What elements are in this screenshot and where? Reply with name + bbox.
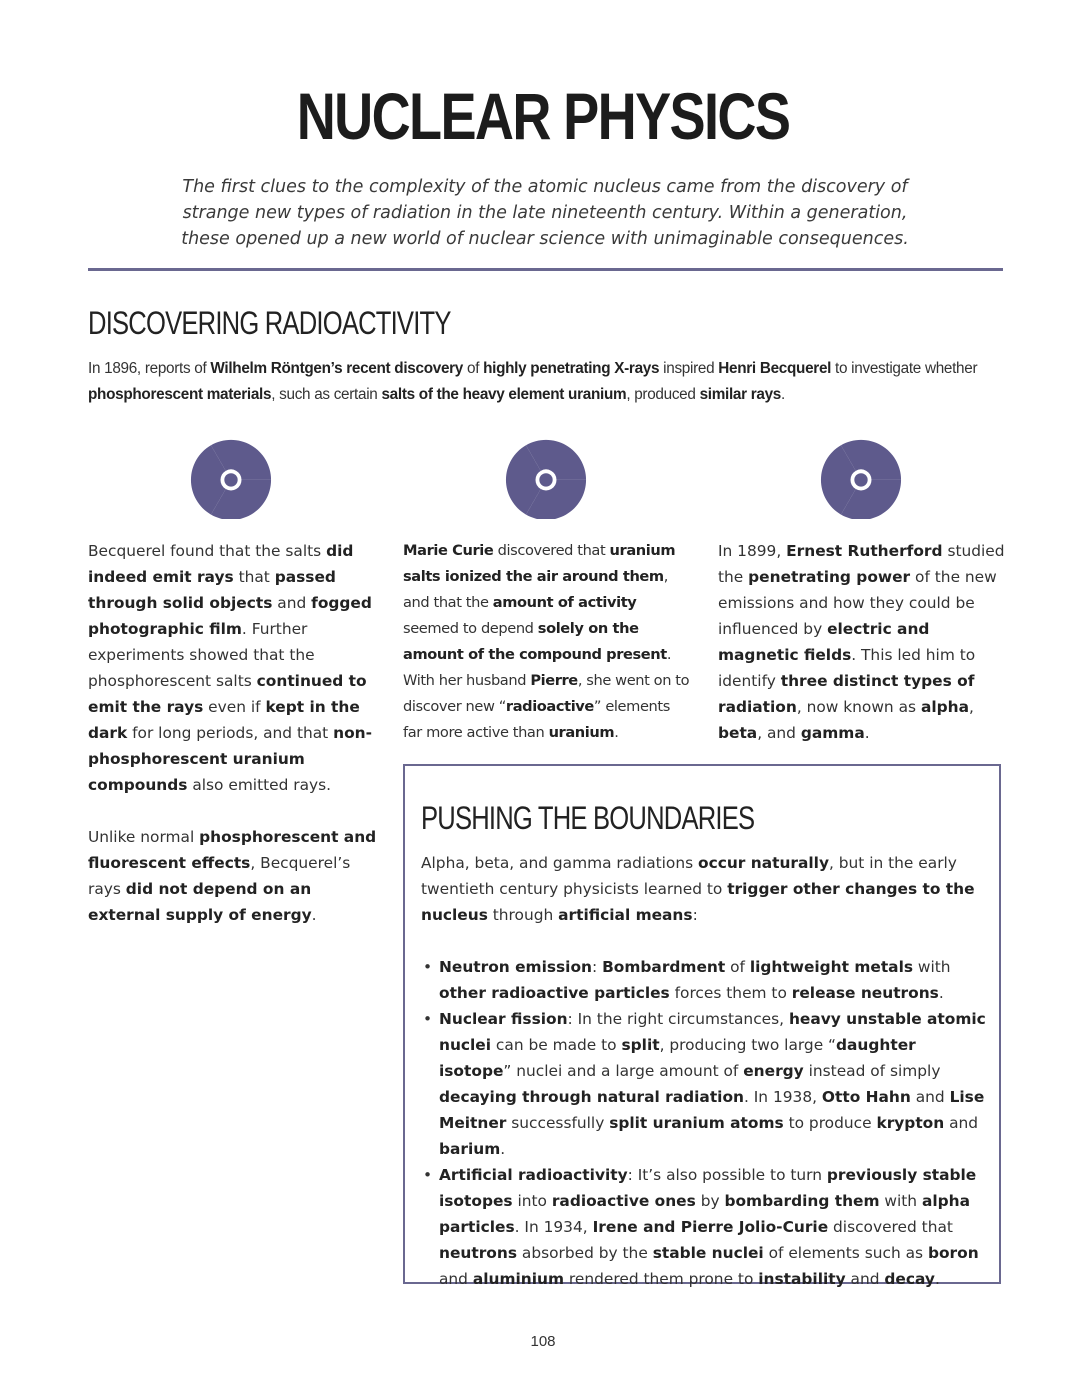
bold-text: instability <box>758 1270 846 1288</box>
bold-text: beta <box>718 724 758 742</box>
bold-text: neutrons <box>439 1244 517 1262</box>
bold-text: daughter isotope <box>439 1036 916 1080</box>
text: . <box>311 906 317 924</box>
bold-text: aluminium <box>472 1270 565 1288</box>
text: with <box>879 1192 922 1210</box>
text: : <box>592 958 603 976</box>
text: seemed to depend <box>403 620 538 637</box>
lead-bold: similar rays <box>699 386 782 403</box>
bold-text: fogged photographic film <box>88 594 372 638</box>
rutherford-paragraph <box>718 538 1008 746</box>
bold-text: split <box>621 1036 660 1054</box>
radiation-icon <box>188 437 274 519</box>
text: , but in the early twentieth century physicists learned to <box>421 854 957 898</box>
intro-paragraph: The first clues to the complexity of the atomic nucleus came from the discovery of strange new types of radiation in the late nineteenth century. Within a generation, these opened up a new world of nuclear science with unimaginable consequences. <box>181 177 909 249</box>
bold-text: stable nuclei <box>652 1244 764 1262</box>
bold-text: krypton <box>876 1114 945 1132</box>
lead-text: In 1896, reports of <box>88 360 211 377</box>
radiation-icon <box>503 437 589 519</box>
bold-text: radioactive ones <box>551 1192 696 1210</box>
section-heading-pushing-boundaries: PUSHING THE BOUNDARIES <box>421 800 755 836</box>
bold-text: electric and magnetic fields <box>718 620 930 664</box>
text: ” elements far more active than <box>403 698 670 741</box>
box-intro-paragraph <box>421 850 993 928</box>
text: and <box>944 1114 979 1132</box>
bold-text: Ernest Rutherford <box>786 542 943 560</box>
text: and <box>910 1088 950 1106</box>
text: instead of simply <box>803 1062 941 1080</box>
text: . <box>614 724 619 741</box>
text: for long periods, and that <box>127 724 334 742</box>
bold-text: Marie Curie <box>403 542 494 559</box>
bold-text: penetrating power <box>748 568 911 586</box>
text: and <box>439 1270 473 1288</box>
text: , Becquerel’s rays <box>88 854 351 898</box>
becquerel-paragraph-1 <box>88 538 380 798</box>
bold-text: barium <box>439 1140 501 1158</box>
text: . <box>934 1270 940 1288</box>
bold-text: split uranium atoms <box>609 1114 784 1132</box>
lead-text: inspired <box>659 360 719 377</box>
bold-text: Lise Meitner <box>439 1088 985 1132</box>
text: discovered that <box>493 542 610 559</box>
text: . In 1934, <box>514 1218 593 1236</box>
text: to produce <box>783 1114 877 1132</box>
bold-text: energy <box>743 1062 804 1080</box>
bold-text: amount of activity <box>492 594 637 611</box>
text: . <box>938 984 944 1002</box>
bold-text: bombarding them <box>724 1192 880 1210</box>
bold-text: artificial means <box>558 906 693 924</box>
lead-bold: Henri Becquerel <box>718 360 832 377</box>
column-becquerel <box>88 538 380 928</box>
bold-text: three distinct types of radiation <box>718 672 975 716</box>
becquerel-paragraph-2 <box>88 824 380 928</box>
text: also emitted rays. <box>187 776 332 794</box>
text: Becquerel found that the salts <box>88 542 327 560</box>
lead-bold: highly penetrating X-rays <box>483 360 660 377</box>
text: by <box>695 1192 725 1210</box>
bold-text: phosphorescent and fluorescent effects <box>88 828 377 872</box>
column-curie <box>403 538 693 746</box>
text: of <box>725 958 750 976</box>
lead-text: , produced <box>626 386 700 403</box>
lead-bold: Wilhelm Röntgen’s recent discovery <box>210 360 464 377</box>
text: and <box>845 1270 885 1288</box>
text: . In 1938, <box>743 1088 822 1106</box>
bold-text: lightweight metals <box>749 958 914 976</box>
bold-text: alpha particles <box>439 1192 970 1236</box>
bold-text: release neutrons <box>791 984 939 1002</box>
text: Alpha, beta, and gamma radiations <box>421 854 699 872</box>
bold-text: solely on the amount of the compound present <box>403 620 667 663</box>
bullet-list <box>421 954 993 1292</box>
bold-text: boron <box>927 1244 979 1262</box>
curie-paragraph <box>403 538 693 746</box>
text: into <box>512 1192 552 1210</box>
text: In 1899, <box>718 542 787 560</box>
bullet-artificial-radioactivity <box>421 1162 993 1292</box>
text: , producing two large “ <box>659 1036 837 1054</box>
text: with <box>913 958 951 976</box>
text: of the new emissions and how they could be influenced by <box>718 568 997 638</box>
bold-text: decaying through natural radiation <box>439 1088 744 1106</box>
text: rendered them prone to <box>564 1270 759 1288</box>
bold-text: passed through solid objects <box>88 568 336 612</box>
text: , and that the <box>403 568 668 611</box>
text: , she went on to discover new “ <box>403 672 690 715</box>
text: , <box>968 698 974 716</box>
text: absorbed by the <box>517 1244 653 1262</box>
text: studied the <box>718 542 1005 586</box>
lead-text: of <box>463 360 484 377</box>
text: , now known as <box>796 698 921 716</box>
bold-text: uranium <box>548 724 615 741</box>
text: . <box>500 1140 506 1158</box>
bold-text: non-phosphorescent uranium compounds <box>88 724 372 794</box>
lead-text: to investigate whether <box>831 360 978 377</box>
text: . With her husband <box>403 646 672 689</box>
text: . Further experiments showed that the phosphorescent salts <box>88 620 315 690</box>
column-rutherford <box>718 538 1008 746</box>
bold-text: alpha <box>920 698 969 716</box>
text: , and <box>757 724 801 742</box>
text: and <box>272 594 312 612</box>
lead-text: , such as certain <box>271 386 382 403</box>
text: that <box>233 568 275 586</box>
text: . This led him to identify <box>718 646 976 690</box>
bold-text: previously stable isotopes <box>439 1166 977 1210</box>
bold-text: did indeed emit rays <box>88 542 354 586</box>
bold-text: Irene and Pierre Jolio-Curie <box>592 1218 829 1236</box>
text: can be made to <box>491 1036 622 1054</box>
text: : In the right circumstances, <box>567 1010 789 1028</box>
header-divider <box>88 268 1003 271</box>
bullet-neutron-emission <box>421 954 993 1006</box>
text: Unlike normal <box>88 828 200 846</box>
lead-bold: phosphorescent materials <box>88 386 272 403</box>
section-lead-paragraph <box>88 356 1008 408</box>
text: of elements such as <box>763 1244 928 1262</box>
text: : It’s also possible to turn <box>627 1166 827 1184</box>
bold-text: did not depend on an external supply of energy <box>88 880 312 924</box>
section-heading-discovering-radioactivity: DISCOVERING RADIOACTIVITY <box>88 305 451 341</box>
text: : <box>692 906 698 924</box>
bold-text: uranium salts ionized the air around them <box>403 542 676 585</box>
bold-text: Pierre <box>530 672 578 689</box>
text: through <box>487 906 559 924</box>
bullet-nuclear-fission <box>421 1006 993 1162</box>
bold-text: Nuclear fission <box>439 1010 568 1028</box>
bold-text: Otto Hahn <box>821 1088 911 1106</box>
page-number: 108 <box>530 1333 556 1350</box>
bold-text: Artificial radioactivity <box>439 1166 628 1184</box>
bold-text: decay <box>884 1270 935 1288</box>
lead-text: . <box>781 386 785 403</box>
page-title: NUCLEAR PHYSICS <box>296 79 790 153</box>
bold-text: trigger other changes to the nucleus <box>421 880 975 924</box>
box-body <box>421 850 993 1292</box>
text: . <box>864 724 870 742</box>
text: even if <box>203 698 266 716</box>
text: forces them to <box>669 984 792 1002</box>
bold-text: occur naturally <box>698 854 829 872</box>
bold-text: other radioactive particles <box>439 984 670 1002</box>
text: successfully <box>506 1114 610 1132</box>
bold-text: Neutron emission <box>439 958 592 976</box>
bold-text: gamma <box>800 724 865 742</box>
text: ” nuclei and a large amount of <box>503 1062 744 1080</box>
bold-text: radioactive <box>505 698 594 715</box>
bold-text: heavy unstable atomic nuclei <box>439 1010 986 1054</box>
radiation-icon <box>818 437 904 519</box>
bold-text: kept in the dark <box>88 698 360 742</box>
bold-text: continued to emit the rays <box>88 672 367 716</box>
text: discovered that <box>828 1218 953 1236</box>
lead-bold: salts of the heavy element uranium <box>381 386 627 403</box>
bold-text: Bombardment <box>602 958 726 976</box>
